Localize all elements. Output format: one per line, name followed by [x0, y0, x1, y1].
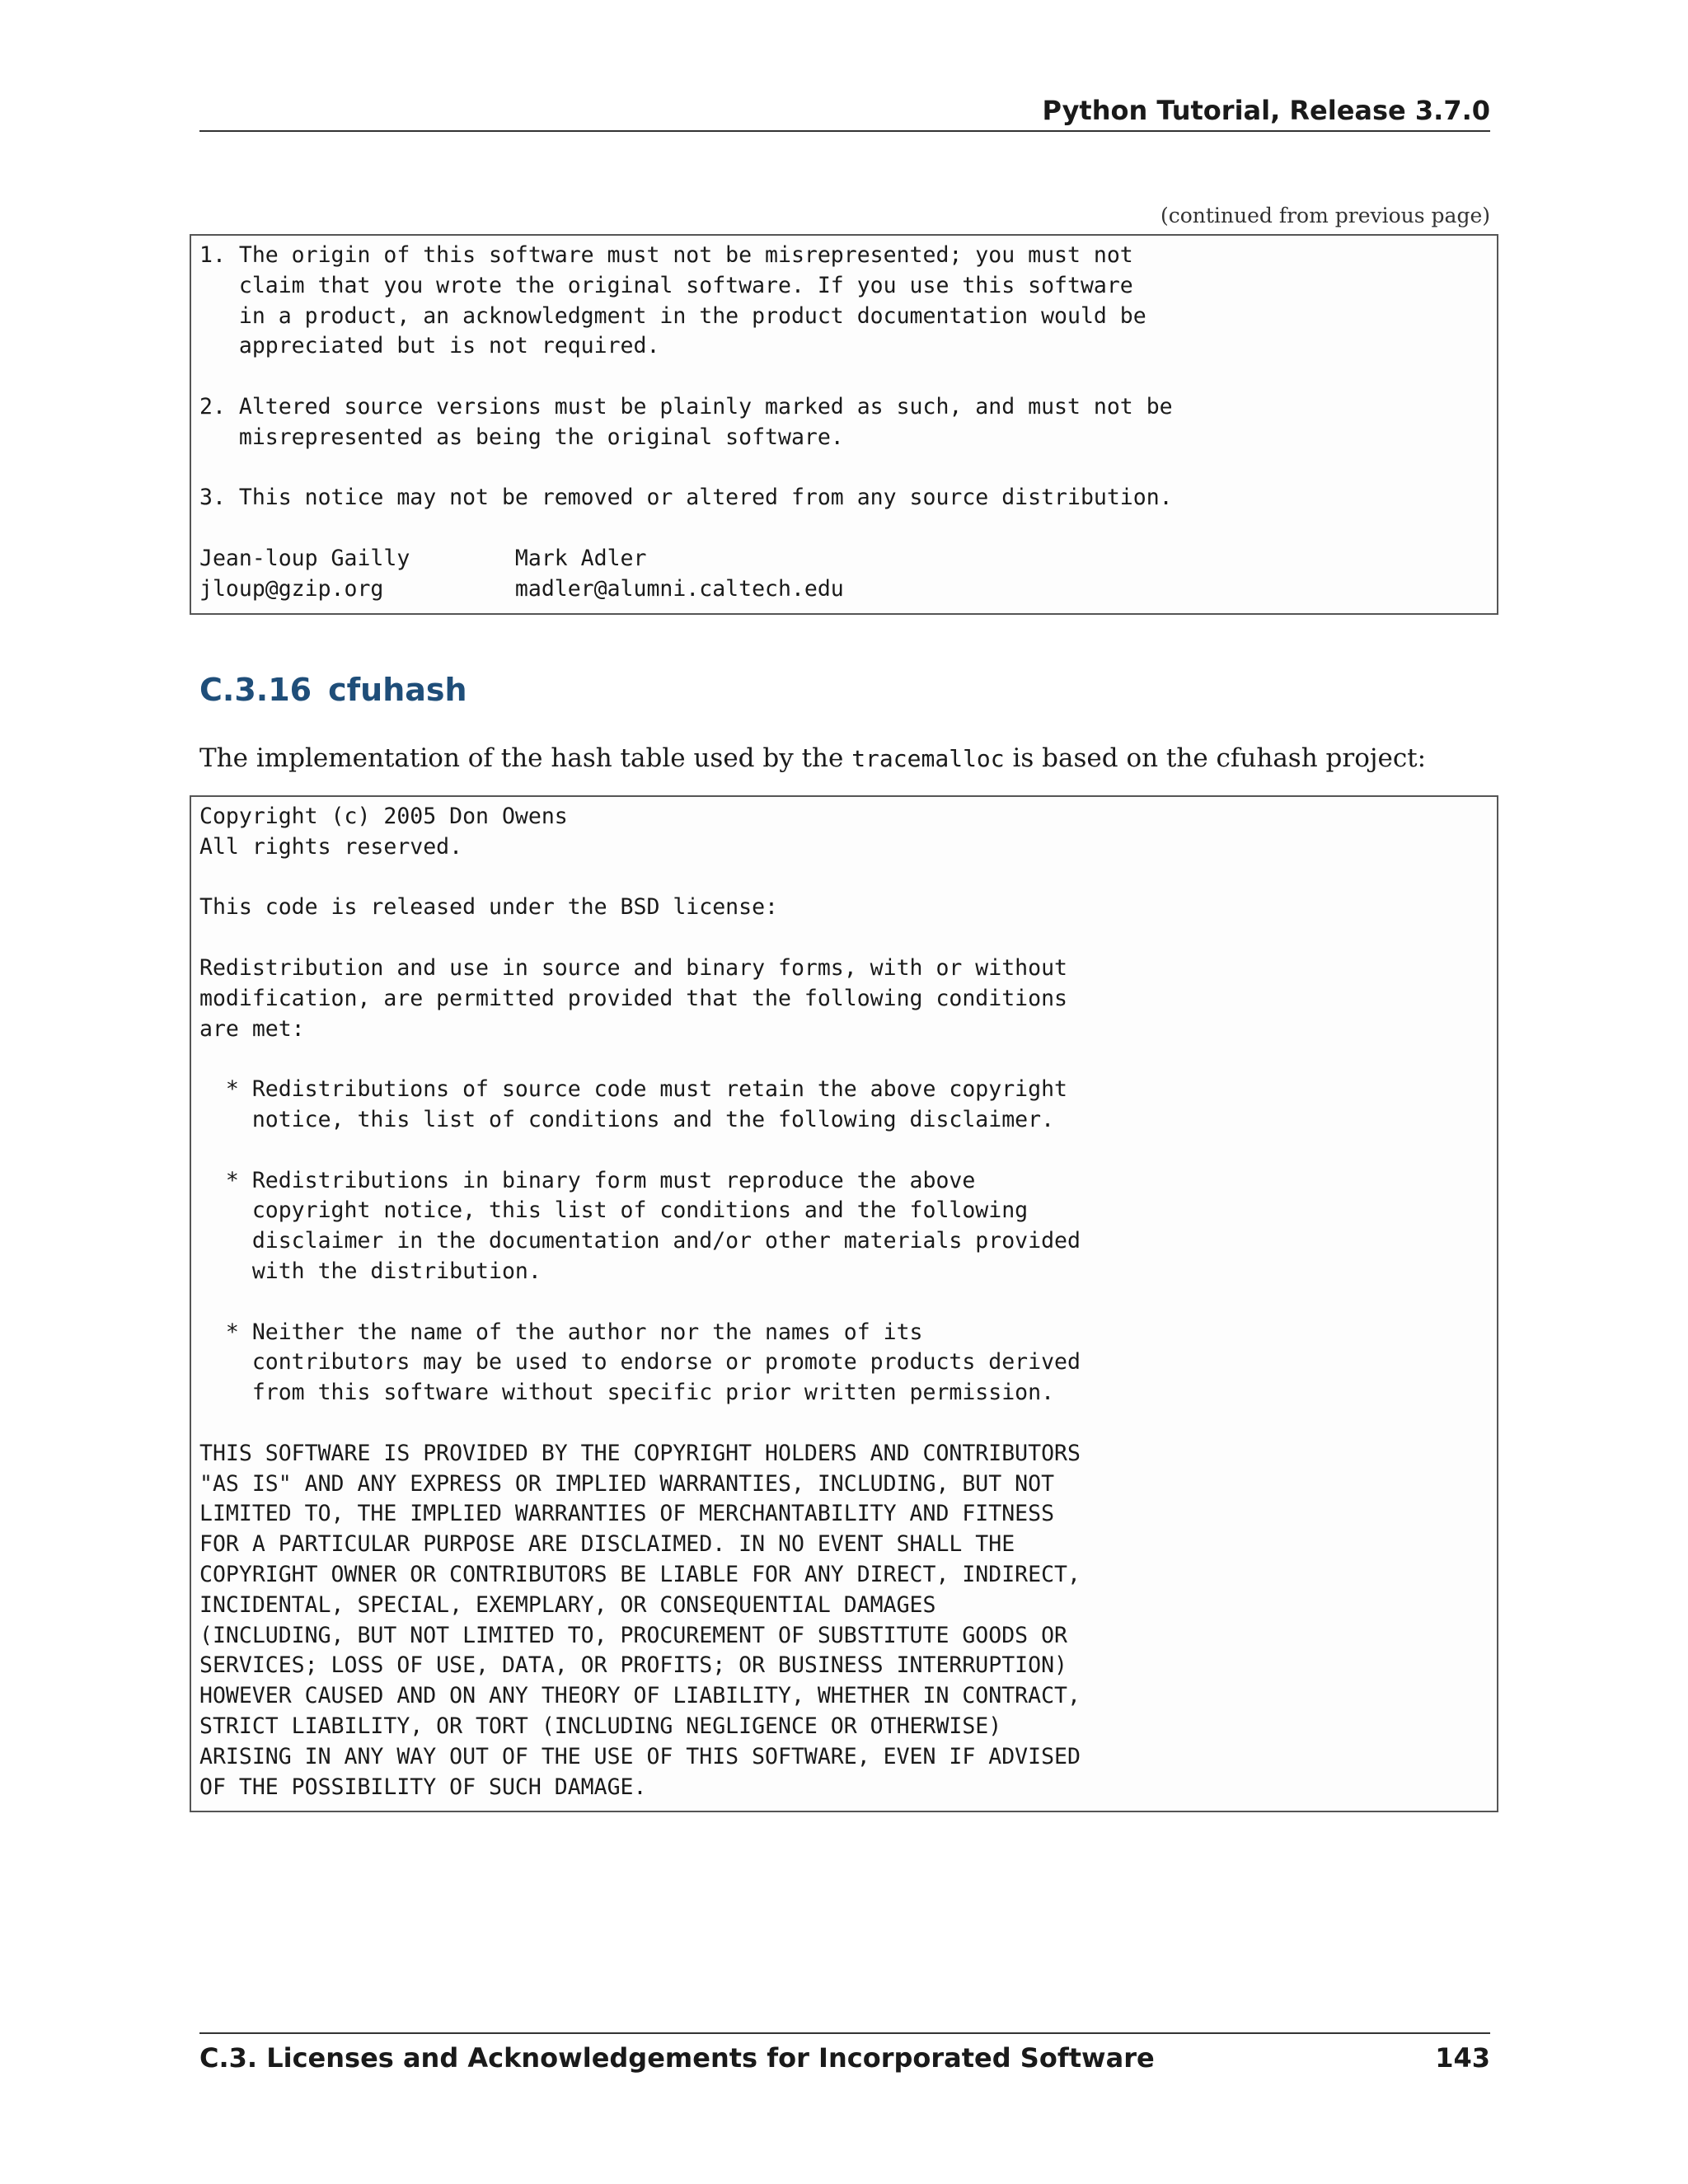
code-block-zlib-license	[190, 234, 1498, 615]
intro-text-before: The implementation of the hash table used by the	[199, 743, 852, 773]
intro-text-after: is based on the cfuhash project:	[1004, 743, 1427, 773]
continued-note: (continued from previous page)	[1160, 204, 1490, 227]
page-number: 143	[1435, 2042, 1490, 2074]
code-block-zlib-license-text: 1. The origin of this software must not be misrepresented; you must not claim that you wrote the original software. If you use this software in a product, an acknowledgment in the product documentation would be appreciated but is not required. 2. Altered source versions must be plainly marked as such, and must not be misrepresented as being the original software. 3. This notice may not be removed or altered from any source distribution. Jean-loup Gailly Mark Adler jloup@gzip.org madler@alumni.caltech.edu	[199, 242, 1173, 602]
document-title: Python Tutorial, Release 3.7.0	[1042, 95, 1490, 126]
code-block-cfuhash-license-text: Copyright (c) 2005 Don Owens All rights reserved. This code is released under the BSD license: Redistribution and use in source and binary forms, with or without modification, are permitted provided that the following conditions are met: * Redistributions of source code must retain the above copyright notice, this list of conditions and the following disclaimer. * Redistributions in binary form must reproduce the above copyright notice, this list of conditions and the following disclaimer in the documentation and/or other materials provided with the distribution. * Neither the name of the author nor the names of its contributors may be used to endorse or promote products derived from this software without specific prior written permission. THIS SOFTWARE IS PROVIDED BY THE COPYRIGHT HOLDERS AND CONTRIBUTORS "AS IS" AND ANY EXPRESS OR IMPLIED WARRANTIES, INCLUDING, BUT NOT LIMITED TO, THE IMPLIED WARRANTIES OF MERCHANTABILITY AND FITNESS FOR A PARTICULAR PURPOSE ARE DISCLAIMED. IN NO EVENT SHALL THE COPYRIGHT OWNER OR CONTRIBUTORS BE LIABLE FOR ANY DIRECT, INDIRECT, INCIDENTAL, SPECIAL, EXEMPLARY, OR CONSEQUENTIAL DAMAGES (INCLUDING, BUT NOT LIMITED TO, PROCUREMENT OF SUBSTITUTE GOODS OR SERVICES; LOSS OF USE, DATA, OR PROFITS; OR BUSINESS INTERRUPTION) HOWEVER CAUSED AND ON ANY THEORY OF LIABILITY, WHETHER IN CONTRACT, STRICT LIABILITY, OR TORT (INCLUDING NEGLIGENCE OR OTHERWISE) ARISING IN ANY WAY OUT OF THE USE OF THIS SOFTWARE, EVEN IF ADVISED OF THE POSSIBILITY OF SUCH DAMAGE.	[199, 804, 1081, 1800]
intro-paragraph	[199, 743, 1426, 773]
section-heading	[199, 672, 467, 708]
section-title: cfuhash	[328, 672, 467, 708]
section-number: C.3.16	[199, 672, 312, 708]
page-footer	[199, 2032, 1490, 2074]
code-block-cfuhash-license	[190, 795, 1498, 1812]
page-header	[199, 91, 1490, 132]
intro-code: tracemalloc	[851, 745, 1005, 772]
footer-section-title: C.3. Licenses and Acknowledgements for Incorporated Software	[199, 2042, 1155, 2074]
